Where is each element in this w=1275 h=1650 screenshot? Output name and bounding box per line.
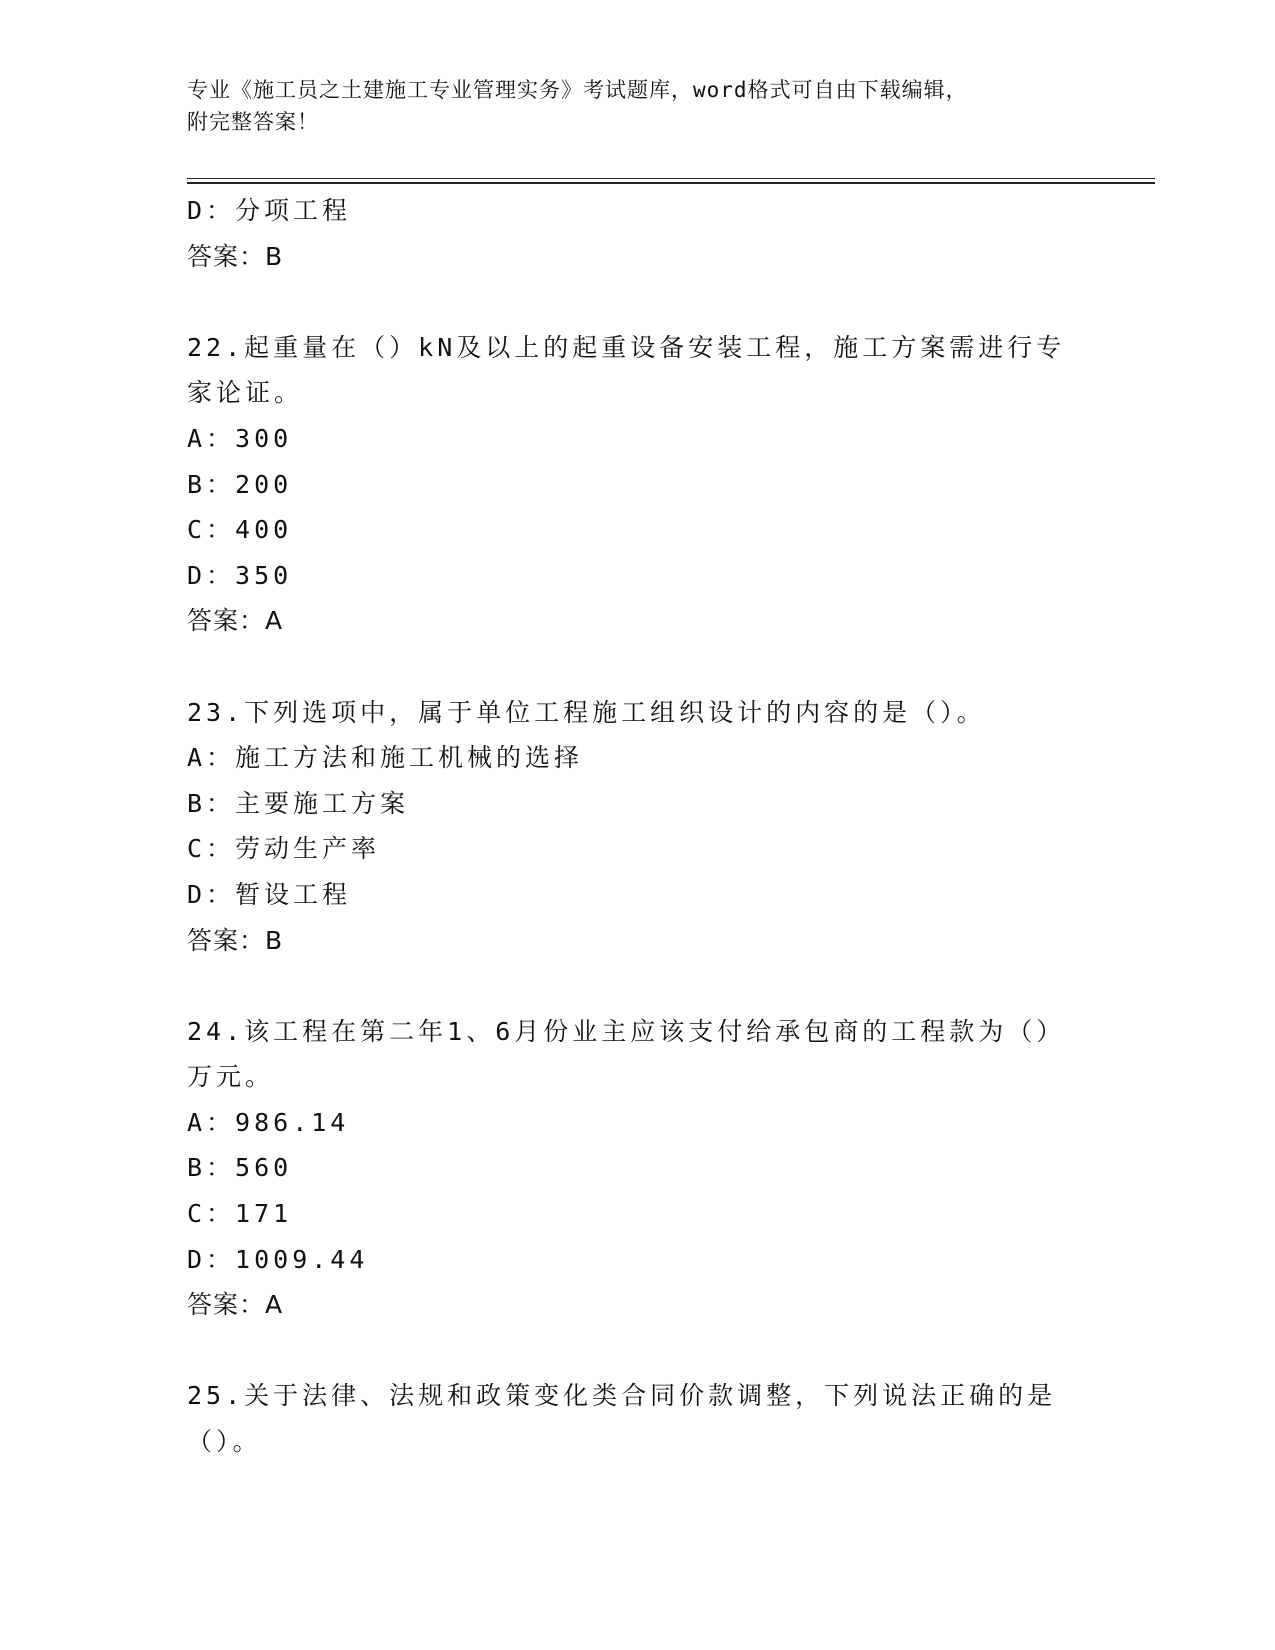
question-22-option-a: A：300	[187, 423, 293, 453]
prev-answer: 答案：B	[187, 241, 284, 271]
header-divider-thin	[187, 178, 1155, 179]
question-23-option-b: B：主要施工方案	[187, 788, 410, 818]
spacer	[187, 644, 1087, 690]
question-22-option-d: D：350	[187, 560, 293, 590]
question-24-option-a: A：986.14	[187, 1107, 350, 1137]
spacer	[187, 963, 1087, 1009]
spacer	[187, 279, 1087, 325]
question-23-option-a: A：施工方法和施工机械的选择	[187, 743, 584, 773]
question-24-option-c: C：171	[187, 1199, 293, 1229]
question-list	[187, 188, 1087, 1465]
question-22-stem: 22.起重量在（）kN及以上的起重设备安装工程，施工方案需进行专家论证。	[187, 332, 1066, 408]
header-line-2: 附完整答案！	[187, 110, 319, 134]
prev-option-d: D：分项工程	[187, 196, 352, 225]
question-24-option-b: B：560	[187, 1153, 293, 1183]
question-25-stem: 25.关于法律、法规和政策变化类合同价款调整，下列说法正确的是（）。	[187, 1381, 1057, 1457]
question-23-answer: 答案：B	[187, 925, 284, 955]
question-23-stem: 23.下列选项中，属于单位工程施工组织设计的内容的是（）。	[187, 697, 986, 727]
question-23-option-c: C：劳动生产率	[187, 834, 381, 864]
header-divider-thick	[187, 182, 1155, 184]
spacer	[187, 1328, 1087, 1374]
question-24-stem: 24.该工程在第二年1、6月份业主应该支付给承包商的工程款为（）万元。	[187, 1016, 1066, 1092]
question-23-option-d: D：暂设工程	[187, 879, 352, 909]
question-24-option-d: D：1009.44	[187, 1244, 369, 1274]
question-22-option-b: B：200	[187, 469, 293, 499]
header-line-1: 专业《施工员之土建施工专业管理实务》考试题库，word格式可自由下载编辑，	[187, 78, 968, 102]
question-24-answer: 答案：A	[187, 1290, 284, 1320]
question-22-answer: 答案：A	[187, 606, 284, 636]
document-header	[187, 74, 1087, 138]
question-22-option-c: C：400	[187, 515, 293, 545]
